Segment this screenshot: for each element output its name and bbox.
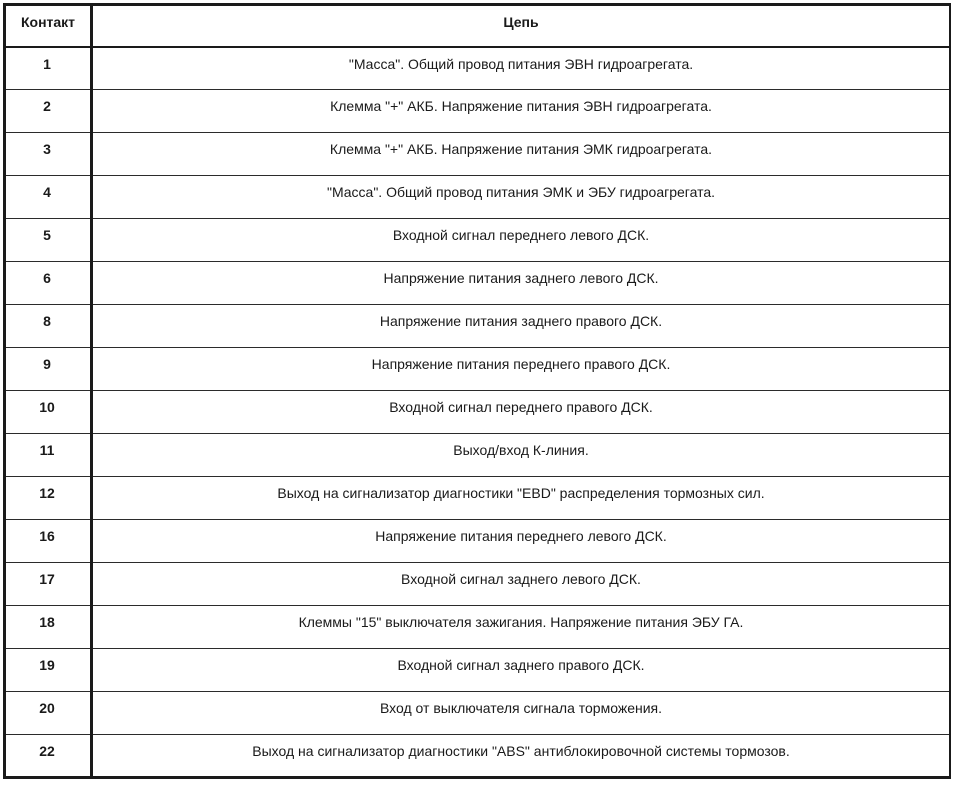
contact-cell: 6	[5, 262, 92, 305]
table-row	[5, 477, 951, 520]
pinout-table	[3, 3, 951, 779]
circuit-cell: "Масса". Общий провод питания ЭВН гидроагрегата.	[92, 47, 951, 90]
contact-cell: 3	[5, 133, 92, 176]
contact-cell: 17	[5, 563, 92, 606]
circuit-cell: Выход/вход К-линия.	[92, 434, 951, 477]
circuit-cell: Выход на сигнализатор диагностики "EBD" распределения тормозных сил.	[92, 477, 951, 520]
circuit-cell: Напряжение питания переднего правого ДСК.	[92, 348, 951, 391]
header-row	[5, 5, 951, 47]
contact-cell: 22	[5, 735, 92, 778]
contact-cell: 20	[5, 692, 92, 735]
circuit-cell: Напряжение питания заднего правого ДСК.	[92, 305, 951, 348]
table-row	[5, 305, 951, 348]
circuit-cell: Клеммы "15" выключателя зажигания. Напряжение питания ЭБУ ГА.	[92, 606, 951, 649]
table-row	[5, 219, 951, 262]
circuit-cell: Входной сигнал заднего правого ДСК.	[92, 649, 951, 692]
table-row	[5, 348, 951, 391]
table-row	[5, 434, 951, 477]
contact-cell: 18	[5, 606, 92, 649]
circuit-cell: Клемма "+" АКБ. Напряжение питания ЭВН гидроагрегата.	[92, 90, 951, 133]
table-row	[5, 606, 951, 649]
table-row	[5, 692, 951, 735]
contact-cell: 11	[5, 434, 92, 477]
table-row	[5, 47, 951, 90]
header-contact: Контакт	[5, 5, 92, 47]
contact-cell: 1	[5, 47, 92, 90]
table-row	[5, 563, 951, 606]
table-row	[5, 176, 951, 219]
table-row	[5, 735, 951, 778]
contact-cell: 9	[5, 348, 92, 391]
contact-cell: 10	[5, 391, 92, 434]
table-row	[5, 262, 951, 305]
table-row	[5, 90, 951, 133]
table-row	[5, 391, 951, 434]
circuit-cell: Входной сигнал заднего левого ДСК.	[92, 563, 951, 606]
contact-cell: 2	[5, 90, 92, 133]
circuit-cell: Клемма "+" АКБ. Напряжение питания ЭМК гидроагрегата.	[92, 133, 951, 176]
circuit-cell: Вход от выключателя сигнала торможения.	[92, 692, 951, 735]
table-row	[5, 520, 951, 563]
circuit-cell: Напряжение питания заднего левого ДСК.	[92, 262, 951, 305]
circuit-cell: "Масса". Общий провод питания ЭМК и ЭБУ гидроагрегата.	[92, 176, 951, 219]
header-circuit: Цепь	[92, 5, 951, 47]
table-row	[5, 649, 951, 692]
circuit-cell: Выход на сигнализатор диагностики "ABS" антиблокировочной системы тормозов.	[92, 735, 951, 778]
contact-cell: 8	[5, 305, 92, 348]
contact-cell: 16	[5, 520, 92, 563]
contact-cell: 4	[5, 176, 92, 219]
circuit-cell: Входной сигнал переднего левого ДСК.	[92, 219, 951, 262]
table-header	[5, 5, 951, 47]
table-body	[5, 47, 951, 778]
contact-cell: 19	[5, 649, 92, 692]
circuit-cell: Напряжение питания переднего левого ДСК.	[92, 520, 951, 563]
contact-cell: 5	[5, 219, 92, 262]
circuit-cell: Входной сигнал переднего правого ДСК.	[92, 391, 951, 434]
contact-cell: 12	[5, 477, 92, 520]
table-row	[5, 133, 951, 176]
